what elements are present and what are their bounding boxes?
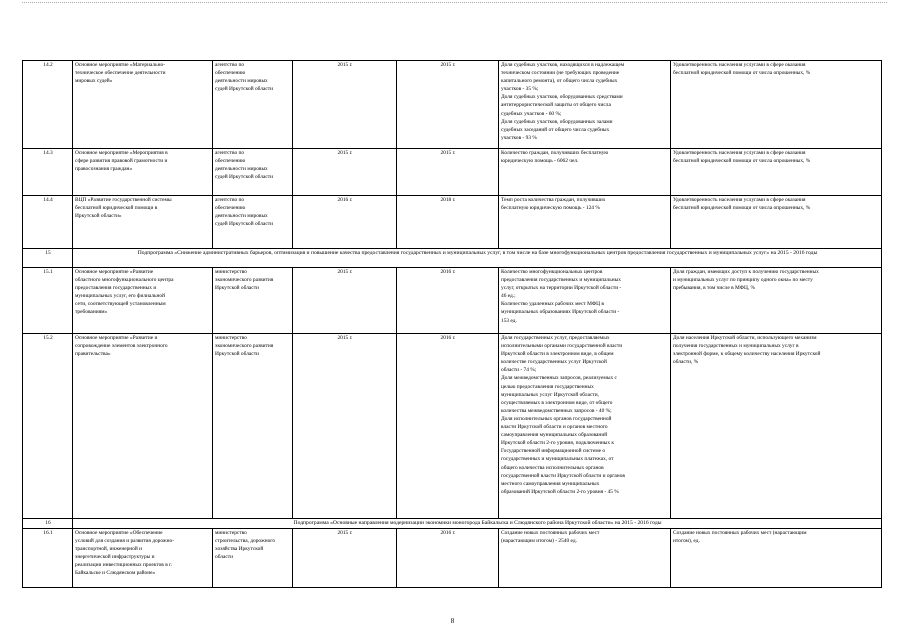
cell-line: области, % bbox=[673, 359, 699, 366]
activity-name bbox=[73, 268, 213, 334]
cell-line: Удовлетворенность населения услугами в сфере оказания bbox=[673, 62, 806, 68]
row-number: 16.1 bbox=[23, 529, 73, 588]
table-row bbox=[23, 149, 882, 196]
cell-line: самоуправления муниципальных образований bbox=[501, 432, 608, 439]
cell-line: 153 ед. bbox=[501, 317, 517, 324]
cell-line: Доля населения Иркутской области, использующего механизм bbox=[673, 335, 817, 341]
cell-line: деятельности мировых bbox=[215, 78, 268, 85]
cell-line: муниципальных услуг Иркутской области, bbox=[501, 391, 599, 398]
cell-line: Иркутской области в электронном виде, в общем bbox=[501, 351, 614, 358]
cell-line: министерство bbox=[215, 269, 247, 275]
cell-line: правительства» bbox=[75, 351, 111, 358]
cell-line: строительства, дорожного bbox=[215, 538, 276, 545]
cell-line: Основное мероприятие «Развитие bbox=[75, 269, 154, 275]
table-row bbox=[23, 334, 882, 519]
cell-line: правосознания граждан» bbox=[75, 166, 133, 173]
cell-line: агентство по bbox=[215, 150, 245, 156]
cell-line: Иркутской области bbox=[215, 285, 259, 292]
table-row bbox=[23, 196, 882, 249]
cell-line: участков - 93 % bbox=[501, 134, 537, 141]
activity-name bbox=[73, 61, 213, 149]
cell-line: предоставления государственных и муниципальных bbox=[501, 277, 621, 284]
row-number: 15.1 bbox=[23, 268, 73, 334]
start-year: 2015 г. bbox=[293, 529, 397, 588]
cell-line: услуг, открытых на территории Иркутской области - bbox=[501, 285, 622, 292]
cell-line: обеспечению bbox=[215, 70, 246, 77]
start-year: 2016 г. bbox=[293, 196, 397, 249]
cell-line: судей Иркутской области bbox=[215, 221, 273, 228]
expected-results bbox=[499, 529, 671, 588]
cell-line: энергетической инфраструктуры и bbox=[75, 554, 155, 561]
cell-line: обеспечению bbox=[215, 158, 246, 165]
target-indicator bbox=[671, 61, 882, 149]
cell-line: Доля судебных участков, находящихся в надлежащем bbox=[501, 62, 625, 68]
cell-line: государственной власти Иркутской области и органов bbox=[501, 472, 625, 479]
row-number: 14.4 bbox=[23, 196, 73, 249]
activity-name bbox=[73, 334, 213, 519]
cell-line: Доля межведомственных запросов, реализуемых с bbox=[501, 375, 617, 382]
cell-line: юридическую помощь - 6062 чел. bbox=[501, 158, 579, 165]
cell-line: (нарастающим итогом) - 2540 ед. bbox=[501, 538, 577, 545]
expected-results bbox=[499, 149, 671, 196]
cell-line: судебных участков - 60 %; bbox=[501, 110, 562, 117]
cell-line: сфере развития правовой грамотности и bbox=[75, 158, 168, 165]
responsible-executor bbox=[213, 334, 293, 519]
cell-line: обеспечению bbox=[215, 205, 246, 212]
cell-line: условий для создания и развития дорожно- bbox=[75, 538, 174, 545]
cell-line: области - 74 %; bbox=[501, 367, 537, 374]
cell-line: агентство по bbox=[215, 62, 245, 68]
cell-line: муниципальных образованиях Иркутской области - bbox=[501, 309, 620, 316]
start-year: 2015 г. bbox=[293, 334, 397, 519]
cell-line: техническом состоянии (не требующих проведение bbox=[501, 70, 620, 77]
cell-line: Доля судебных участков, оборудованных залами bbox=[501, 118, 613, 125]
cell-line: участков - 35 %; bbox=[501, 86, 539, 93]
target-indicator bbox=[671, 268, 882, 334]
cell-line: целью предоставления государственных bbox=[501, 383, 594, 390]
end-year: 2018 г. bbox=[397, 196, 499, 249]
table-row bbox=[23, 268, 882, 334]
cell-line: судей Иркутской области bbox=[215, 174, 273, 181]
cell-line: Создание новых постоянных рабочих мест (нарастающим bbox=[673, 530, 807, 536]
table-row bbox=[23, 529, 882, 588]
cell-line: требованиям» bbox=[75, 309, 108, 316]
cell-line: Удовлетворенность населения услугами в сфере оказания bbox=[673, 197, 806, 203]
cell-line: антитеррористической защиты от общего числа bbox=[501, 102, 611, 109]
cell-line: электронной форме, к общему количеству населения Иркутской bbox=[673, 351, 821, 358]
subprogram-title: Подпрограмма «Снижение административных барьеров, оптимизация и повышение качества предоставления государственных и муниципальных услуг, в том числе на базе многофункциональных центров предоставления государственных и муниципальных услуг» на 2015 - 2016 годы bbox=[73, 249, 882, 268]
cell-line: 46 ед.; bbox=[501, 293, 516, 300]
subprogram-number: 16 bbox=[23, 519, 73, 529]
table-row bbox=[23, 61, 882, 149]
responsible-executor bbox=[213, 196, 293, 249]
cell-line: Доля исполнительных органов государственной bbox=[501, 415, 612, 422]
cell-line: агентство по bbox=[215, 197, 245, 203]
page-number: 8 bbox=[450, 617, 455, 625]
expected-results bbox=[499, 334, 671, 519]
end-year: 2016 г. bbox=[397, 529, 499, 588]
cell-line: деятельности мировых bbox=[215, 166, 268, 173]
cell-line: и муниципальных услуг по принципу одного окна» по месту bbox=[673, 277, 813, 284]
cell-line: бесплатной юридической помощи в bbox=[75, 205, 158, 212]
cell-line: количестве государственных услуг Иркутской bbox=[501, 359, 607, 366]
cell-line: судей Иркутской области bbox=[215, 86, 273, 93]
cell-line: экономического развития bbox=[215, 343, 274, 350]
target-indicator bbox=[671, 196, 882, 249]
activity-name bbox=[73, 149, 213, 196]
cell-line: Удовлетворенность населения услугами в сфере оказания bbox=[673, 150, 806, 156]
cell-line: сопровождение элементов электронного bbox=[75, 343, 168, 350]
cell-line: бесплатной юридической помощи от числа опрошенных, % bbox=[673, 158, 811, 165]
cell-line: Создание новых постоянных рабочих мест bbox=[501, 530, 600, 536]
responsible-executor bbox=[213, 529, 293, 588]
target-indicator bbox=[671, 149, 882, 196]
cell-line: предоставления государственных и bbox=[75, 285, 157, 292]
target-indicator bbox=[671, 334, 882, 519]
cell-line: сети, соответствующей установленным bbox=[75, 301, 166, 308]
cell-line: Количество граждан, получивших бесплатную bbox=[501, 150, 609, 156]
start-year: 2015 г. bbox=[293, 149, 397, 196]
cell-line: Доля судебных участков, оборудованных средствами bbox=[501, 94, 623, 101]
cell-line: Иркутской области 2-го уровня, подключенных к bbox=[501, 440, 615, 447]
cell-line: Основное мероприятие «Развитие и bbox=[75, 335, 158, 341]
target-indicator bbox=[671, 529, 882, 588]
cell-line: министерство bbox=[215, 530, 247, 536]
cell-line: капитального ремонта), от общего числа судебных bbox=[501, 78, 618, 85]
cell-line: общего количества исполнительных органов bbox=[501, 464, 604, 471]
cell-line: Основное мероприятие «Материально- bbox=[75, 62, 165, 68]
cell-line: области bbox=[215, 554, 234, 561]
cell-line: бесплатную юридическую помощь - 124 % bbox=[501, 205, 600, 212]
cell-line: Количество удаленных рабочих мест МФЦ в bbox=[501, 301, 604, 308]
cell-line: Количество многофункциональных центров bbox=[501, 269, 603, 275]
cell-line: Темп роста количества граждан, получивших bbox=[501, 197, 606, 203]
cell-line: Доля государственных услуг, предоставляемых bbox=[501, 335, 610, 341]
cell-line: деятельности мировых bbox=[215, 213, 268, 220]
expected-results bbox=[499, 61, 671, 149]
cell-line: хозяйства Иркутской bbox=[215, 546, 264, 553]
cell-line: Доля граждан, имеющих доступ к получению государственных bbox=[673, 269, 819, 275]
subprogram-title: Подпрограмма «Основные направления модернизации экономики моногорода Байкальска и Слюдянского района Иркутской области» на 2015 - 2016 годы bbox=[73, 519, 882, 529]
end-year: 2015 г. bbox=[397, 61, 499, 149]
subprogram-row bbox=[23, 519, 882, 529]
cell-line: Байкальске и Слюдянском районе» bbox=[75, 570, 156, 577]
cell-line: пребывания, в том числе в МФЦ, % bbox=[673, 285, 756, 292]
responsible-executor bbox=[213, 268, 293, 334]
program-activities-table bbox=[22, 60, 882, 588]
expected-results bbox=[499, 196, 671, 249]
cell-line: реализации инвестиционных проектов в г. bbox=[75, 562, 173, 569]
cell-line: образований Иркутской области 2-го уровня - 45 % bbox=[501, 488, 619, 495]
cell-line: итогом), ед. bbox=[673, 538, 700, 545]
responsible-executor bbox=[213, 61, 293, 149]
cell-line: техническое обеспечение деятельности bbox=[75, 70, 166, 77]
cell-line: исполнительными органами государственной власти bbox=[501, 343, 623, 350]
row-number: 14.3 bbox=[23, 149, 73, 196]
activity-name bbox=[73, 529, 213, 588]
cell-line: Государственной информационной системе о bbox=[501, 448, 606, 455]
start-year: 2015 г. bbox=[293, 268, 397, 334]
cell-line: местного самоуправления муниципальных bbox=[501, 480, 600, 487]
cell-line: мировых судей» bbox=[75, 78, 113, 85]
cell-line: получения государственных и муниципальных услуг в bbox=[673, 343, 799, 350]
cell-line: бесплатной юридической помощи от числа опрошенных, % bbox=[673, 205, 811, 212]
row-number: 15.2 bbox=[23, 334, 73, 519]
responsible-executor bbox=[213, 149, 293, 196]
cell-line: Основное мероприятие «Мероприятия в bbox=[75, 150, 168, 156]
cell-line: областного многофункционального центра bbox=[75, 277, 174, 284]
cell-line: министерство bbox=[215, 335, 247, 341]
cell-line: Основное мероприятие «Обеспечение bbox=[75, 530, 163, 536]
end-year: 2015 г. bbox=[397, 149, 499, 196]
row-number: 14.2 bbox=[23, 61, 73, 149]
cell-line: ВЦП «Развитие государственной системы bbox=[75, 197, 172, 203]
page-top-edge bbox=[22, 2, 887, 3]
end-year: 2016 г. bbox=[397, 268, 499, 334]
activity-name bbox=[73, 196, 213, 249]
cell-line: количества межведомственных запросов - 40 %; bbox=[501, 407, 612, 414]
start-year: 2015 г. bbox=[293, 61, 397, 149]
cell-line: государственных и муниципальных платежах, от bbox=[501, 456, 614, 463]
cell-line: муниципальных услуг, его филиальной bbox=[75, 293, 165, 300]
cell-line: транспортной, инженерной и bbox=[75, 546, 142, 553]
subprogram-number: 15 bbox=[23, 249, 73, 268]
cell-line: власти Иркутской области и органов местного bbox=[501, 424, 608, 431]
end-year: 2016 г. bbox=[397, 334, 499, 519]
cell-line: Иркутской области» bbox=[75, 213, 122, 220]
cell-line: экономического развития bbox=[215, 277, 274, 284]
subprogram-row bbox=[23, 249, 882, 268]
cell-line: Иркутской области bbox=[215, 351, 259, 358]
cell-line: осуществляемых в электронном виде, от общего bbox=[501, 399, 613, 406]
expected-results bbox=[499, 268, 671, 334]
cell-line: судебных заседаний от общего числа судебных bbox=[501, 126, 610, 133]
cell-line: бесплатной юридической помощи от числа опрошенных, % bbox=[673, 70, 811, 77]
